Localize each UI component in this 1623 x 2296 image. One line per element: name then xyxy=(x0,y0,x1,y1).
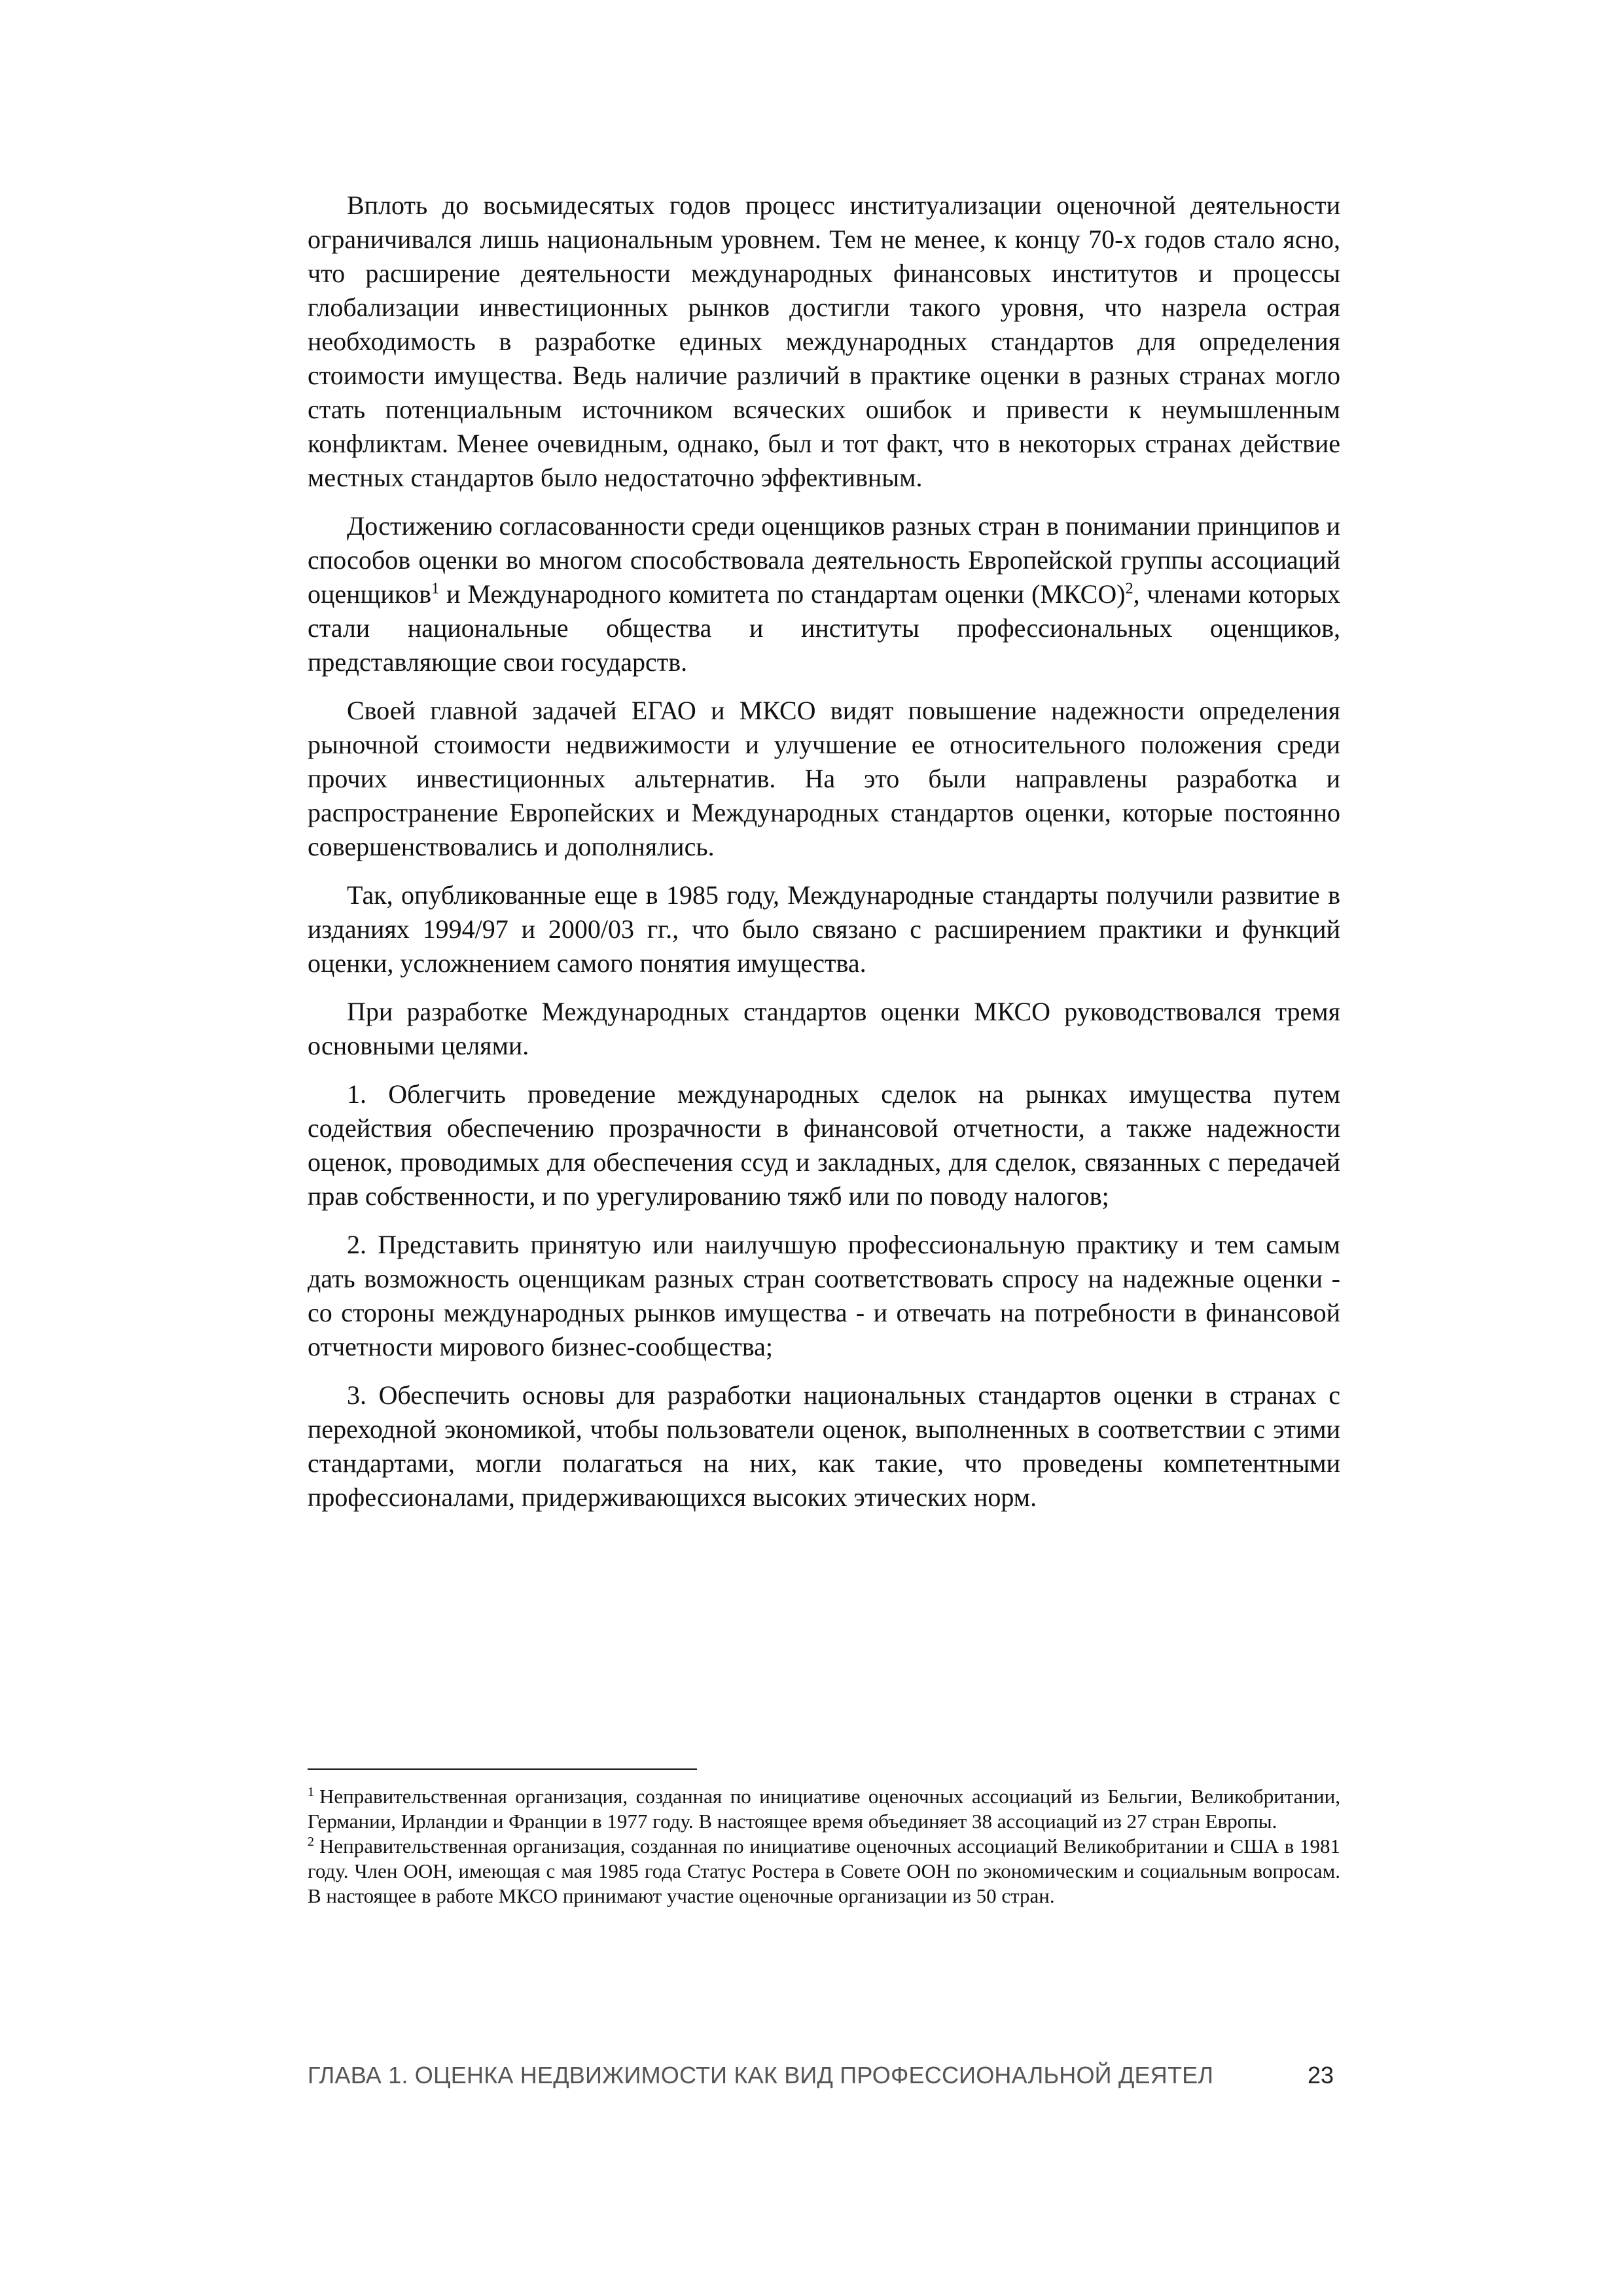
footnote-separator xyxy=(308,1768,697,1770)
running-title: ГЛАВА 1. ОЦЕНКА НЕДВИЖИМОСТИ КАК ВИД ПРОФЕССИОНАЛЬНОЙ ДЕЯТЕЛ xyxy=(308,2062,1214,2089)
document-body xyxy=(308,188,1340,1529)
footnote-text: Неправительственная организация, созданная по инициативе оценочных ассоциаций из Бельгии, Великобритании, Германии, Ирландии и Франции в 1977 году. В настоящее время объединяет 38 ассоциаций из 27 стран Европы. xyxy=(308,1785,1340,1833)
paragraph-goal-1: 1. Облегчить проведение международных сделок на рынках имущества путем содействия обеспечению прозрачности в финансовой отчетности, а также надежности оценок, проводимых для обеспечения ссуд и закладных, для сделок, связанных с передачей прав собственности, и по урегулированию тяжб или по поводу налогов; xyxy=(308,1079,1340,1211)
footnote-marker: 1 xyxy=(308,1784,314,1799)
paragraph-harmonization xyxy=(308,509,1340,679)
footnote-ref-2[interactable]: 2 xyxy=(1125,580,1133,598)
footnote-1 xyxy=(308,1784,1340,1834)
paragraph-goal-3: 3. Обеспечить основы для разработки национальных стандартов оценки в странах с переходной экономикой, чтобы пользователи оценок, выполненных в соответствии с этими стандартами, могли полагаться на них, как такие, что проведены компетентными профессионалами, придерживающихся высоких этических норм. xyxy=(308,1380,1340,1512)
page-number: 23 xyxy=(1307,2062,1334,2089)
paragraph-text-part: и Международного комитета по стандартам оценки (МКСО) xyxy=(439,579,1126,609)
paragraph-goals-intro: При разработке Международных стандартов оценки МКСО руководствовался тремя основными целями. xyxy=(308,997,1340,1060)
footnote-ref-1[interactable]: 1 xyxy=(431,580,440,598)
paragraph-institutionalization: Вплоть до восьмидесятых годов процесс институализации оценочной деятельности ограничивался лишь национальным уровнем. Тем не менее, к концу 70-х годов стало ясно, что расширение деятельности международных финансовых институтов и процессы глобализации инвестиционных рынков достигли такого уровня, что назрела острая необходимость в разработке единых международных стандартов для определения стоимости имущества. Ведь наличие различий в практике оценки в разных странах могло стать потенциальным источником всяческих ошибок и привести к неумышленным конфликтам. Менее очевидным, однако, был и тот факт, что в некоторых странах действие местных стандартов было недостаточно эффективным. xyxy=(308,190,1340,492)
footnote-2 xyxy=(308,1834,1340,1909)
footnote-marker: 2 xyxy=(308,1834,314,1849)
footnote-text: Неправительственная организация, созданная по инициативе оценочных ассоциаций Великобритании и США в 1981 году. Член ООН, имеющая с мая 1985 года Статус Ростера в Совете ООН по экономическим и социальным вопросам. В настоящее в работе МКСО принимают участие оценочные организации из 50 стран. xyxy=(308,1835,1340,1907)
page-footer xyxy=(308,2062,1340,2094)
paragraph-main-task: Своей главной задачей ЕГАО и МКСО видят повышение надежности определения рыночной стоимости недвижимости и улучшение ее относительного положения среди прочих инвестиционных альтернатив. На это были направлены разработка и распространение Европейских и Международных стандартов оценки, которые постоянно совершенствовались и дополнялись. xyxy=(308,696,1340,861)
paragraph-publications: Так, опубликованные еще в 1985 году, Международные стандарты получили развитие в изданиях 1994/97 и 2000/03 гг., что было связано с расширением практики и функций оценки, усложнением самого понятия имущества. xyxy=(308,880,1340,978)
footnotes-section xyxy=(308,1768,1340,1909)
paragraph-text-part: , членами которых стали национальные общества и институты профессиональных оценщиков, представляющие свои государств. xyxy=(308,579,1340,677)
paragraph-text-part: Достижению согласованности среди оценщиков разных стран в понимании принципов и способов оценки во многом способствовала деятельность Европейской группы ассоциаций оценщиков xyxy=(308,511,1341,609)
paragraph-goal-2: 2. Представить принятую или наилучшую профессиональную практику и тем самым дать возможность оценщикам разных стран соответствовать спросу на надежные оценки - со стороны международных рынков имущества - и отвечать на потребности в финансовой отчетности мирового бизнес-сообщества; xyxy=(308,1230,1340,1361)
